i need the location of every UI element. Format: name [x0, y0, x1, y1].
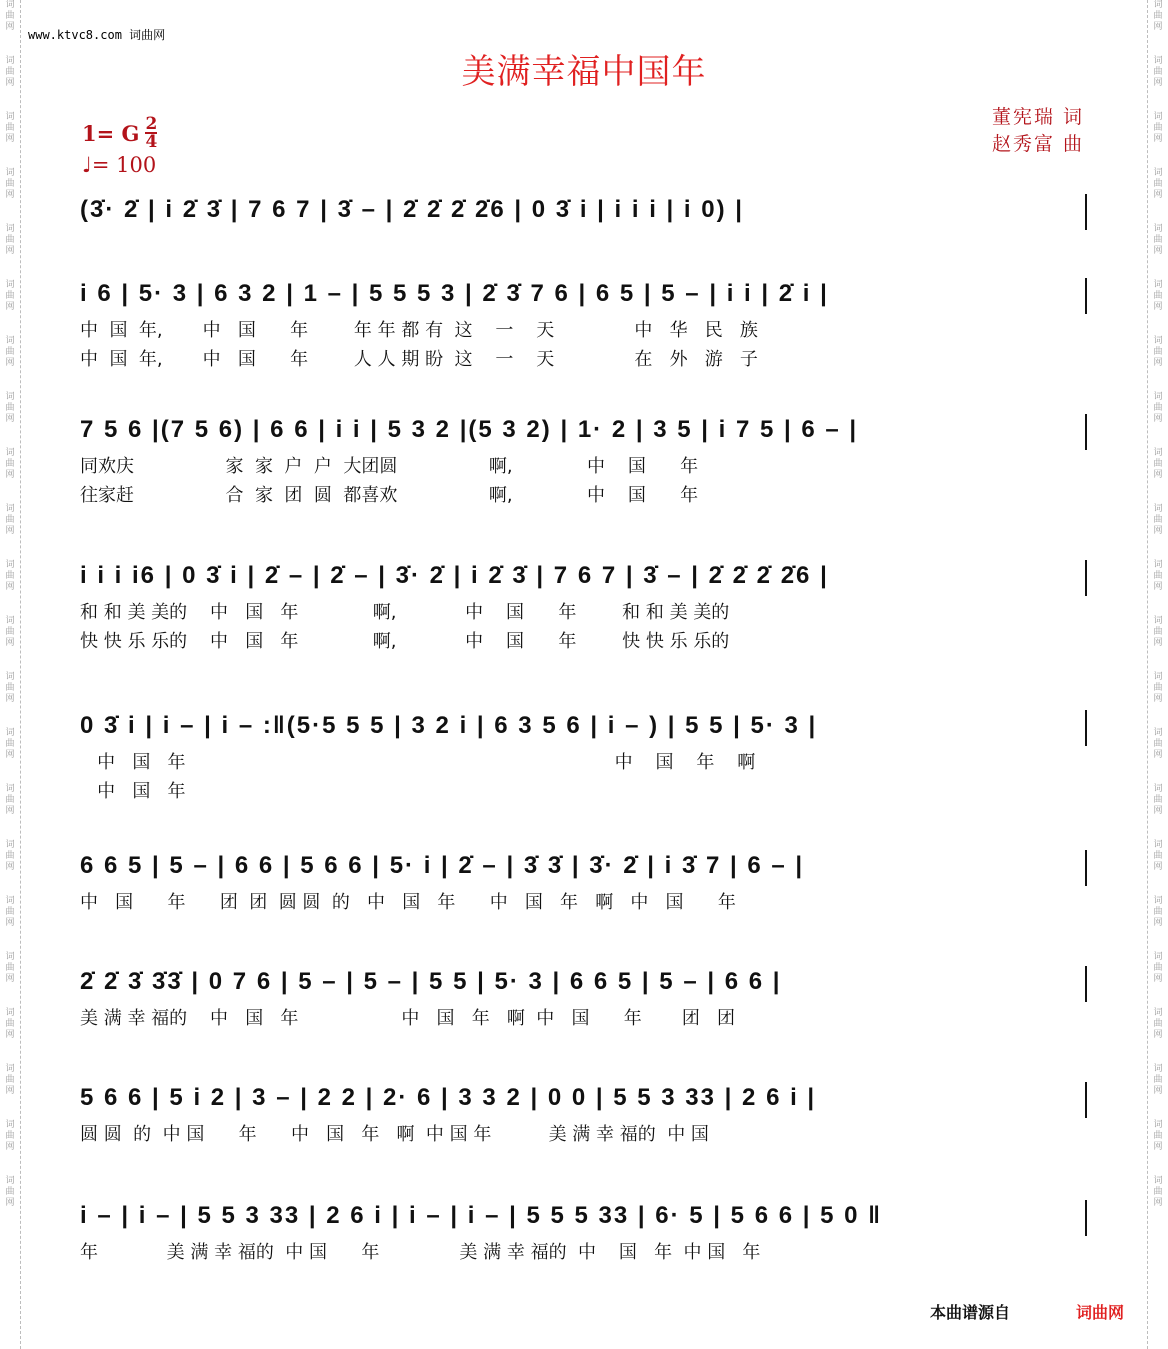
watermark-glyph: 词 曲 网 [5, 0, 15, 32]
watermark-glyph: 词 曲 网 [5, 280, 15, 312]
watermark-glyph: 词 曲 网 [5, 952, 15, 984]
footer-source-label: 本曲谱源自 [930, 1303, 1011, 1322]
time-signature-top: 2 [145, 114, 158, 134]
key-tempo-block [82, 116, 157, 177]
system-end-barline [1085, 850, 1087, 886]
notation-system [80, 968, 1090, 1008]
notation-line: 2̇ 2̇ 3̇ 3̇3̇ | 0 7 6 | 5 – | 5 – | 5 5 | 5· 3 | 6 6 5 | 5 – | 6 6 | [80, 968, 782, 995]
lyric-line: 中 国 年 团 团 圆 圆 的 中 国 年 中 国 年 啊 中 国 年 [80, 892, 736, 913]
notation-system [80, 196, 1090, 236]
time-signature-bottom: 4 [145, 132, 158, 152]
notation-line: 0 3̇ i | i – | i – :‖(5·5 5 5 | 3 2 i | 6 3 5 6 | i – ) | 5 5 | 5· 3 | [80, 712, 818, 739]
lyric-line: 中 国 年 [80, 781, 186, 802]
watermark-glyph: 词 曲 网 [1153, 56, 1163, 88]
watermark-glyph: 词 曲 网 [5, 1064, 15, 1096]
notation-system [80, 416, 1090, 456]
lyric-line: 中 国 年, 中 国 年 年 年 都 有 这 一 天 中 华 民 族 [80, 320, 758, 341]
footer-brand-link[interactable]: 词曲网 [1076, 1303, 1125, 1322]
watermark-glyph: 词 曲 网 [1153, 0, 1163, 32]
notation-line: 5 6 6 | 5 i 2 | 3 – | 2 2 | 2· 6 | 3 3 2 | 0 0 | 5 5 3 33 | 2 6 i | [80, 1084, 817, 1111]
notation-line: i 6 | 5· 3 | 6 3 2 | 1 – | 5 5 5 3 | 2̇ 3̇ 7 6 | 6 5 | 5 – | i i | 2̇ i | [80, 280, 829, 307]
lyric-line: 圆 圆 的 中 国 年 中 国 年 啊 中 国 年 美 满 幸 福的 中 国 [80, 1124, 709, 1145]
watermark-glyph: 词 曲 网 [1153, 336, 1163, 368]
notation-line: i – | i – | 5 5 3 33 | 2 6 i | i – | i – | 5 5 5 33 | 6· 5 | 5 6 6 | 5 0 ‖ [80, 1202, 883, 1229]
watermark-glyph: 词 曲 网 [5, 392, 15, 424]
lyric-line: 中 国 年, 中 国 年 人 人 期 盼 这 一 天 在 外 游 子 [80, 349, 758, 370]
watermark-glyph: 词 曲 网 [1153, 1064, 1163, 1096]
time-signature [145, 116, 157, 151]
watermark-glyph: 词 曲 网 [1153, 392, 1163, 424]
notation-system [80, 562, 1090, 602]
watermark-glyph: 词 曲 网 [5, 168, 15, 200]
notation-line: (3̇· 2̇ | i 2̇ 3̇ | 7 6 7 | 3̇ – | 2̇ 2̇ 2̇ 2̇6 | 0 3̇ i | i i i | i 0) | [80, 196, 744, 223]
watermark-glyph: 词 曲 网 [5, 896, 15, 928]
watermark-glyph: 词 曲 网 [5, 336, 15, 368]
watermark-glyph: 词 曲 网 [5, 616, 15, 648]
watermark-glyph: 词 曲 网 [1153, 896, 1163, 928]
watermark-glyph: 词 曲 网 [1153, 1120, 1163, 1152]
tempo-marking: ♩= 100 [82, 153, 157, 177]
lyric-line: 年 美 满 幸 福的 中 国 年 美 满 幸 福的 中 国 年 中 国 年 [80, 1242, 761, 1263]
lyric-line: 同欢庆 家 家 户 户 大团圆 啊, 中 国 年 [80, 456, 699, 477]
watermark-glyph: 词 曲 网 [5, 784, 15, 816]
credits [992, 104, 1084, 158]
left-watermark-strip [0, 0, 21, 1349]
notation-system [80, 1202, 1090, 1242]
watermark-glyph: 词 曲 网 [5, 112, 15, 144]
notation-line: i i i i6 | 0 3̇ i | 2̇ – | 2̇ – | 3̇· 2̇ | i 2̇ 3̇ | 7 6 7 | 3̇ – | 2̇ 2̇ 2̇ 2̇6 | [80, 562, 829, 589]
watermark-glyph: 词 曲 网 [1153, 784, 1163, 816]
watermark-glyph: 词 曲 网 [1153, 224, 1163, 256]
system-end-barline [1085, 1082, 1087, 1118]
watermark-glyph: 词 曲 网 [5, 840, 15, 872]
system-end-barline [1085, 278, 1087, 314]
system-end-barline [1085, 414, 1087, 450]
key-signature: 1= G [82, 121, 140, 146]
watermark-glyph: 词 曲 网 [5, 1176, 15, 1208]
lyric-line: 美 满 幸 福的 中 国 年 中 国 年 啊 中 国 年 团 团 [80, 1008, 736, 1029]
watermark-glyph: 词 曲 网 [1153, 672, 1163, 704]
watermark-glyph: 词 曲 网 [1153, 728, 1163, 760]
notation-system [80, 852, 1090, 892]
notation-system [80, 1084, 1090, 1124]
site-url[interactable]: www.ktvc8.com 词曲网 [28, 28, 166, 42]
lyric-line: 和 和 美 美的 中 国 年 啊, 中 国 年 和 和 美 美的 [80, 602, 730, 623]
watermark-text [1148, 0, 1168, 1209]
system-end-barline [1085, 560, 1087, 596]
watermark-glyph: 词 曲 网 [5, 672, 15, 704]
watermark-glyph: 词 曲 网 [5, 560, 15, 592]
watermark-glyph: 词 曲 网 [5, 1120, 15, 1152]
watermark-glyph: 词 曲 网 [1153, 616, 1163, 648]
watermark-glyph: 词 曲 网 [1153, 1176, 1163, 1208]
notation-line: 6 6 5 | 5 – | 6 6 | 5 6 6 | 5· i | 2̇ – | 3̇ 3̇ | 3̇· 2̇ | i 3̇ 7 | 6 – | [80, 852, 805, 879]
watermark-text [0, 0, 20, 1209]
lyricist-credit: 董宪瑞 词 [991, 106, 1084, 128]
system-end-barline [1085, 1200, 1087, 1236]
lyric-line: 中 国 年 中 国 年 啊 [80, 752, 756, 773]
watermark-glyph: 词 曲 网 [1153, 504, 1163, 536]
watermark-glyph: 词 曲 网 [1153, 840, 1163, 872]
notation-line: 7 5 6 |(7 5 6) | 6 6 | i i | 5 3 2 |(5 3 2) | 1· 2 | 3 5 | i 7 5 | 6 – | [80, 416, 859, 443]
watermark-glyph: 词 曲 网 [5, 1008, 15, 1040]
watermark-glyph: 词 曲 网 [5, 504, 15, 536]
lyric-line: 快 快 乐 乐的 中 国 年 啊, 中 国 年 快 快 乐 乐的 [80, 631, 730, 652]
song-title: 美满幸福中国年 [461, 52, 707, 92]
lyric-line: 往家赶 合 家 团 圆 都喜欢 啊, 中 国 年 [80, 485, 699, 506]
watermark-glyph: 词 曲 网 [5, 224, 15, 256]
right-watermark-strip [1147, 0, 1168, 1349]
system-end-barline [1085, 194, 1087, 230]
watermark-glyph: 词 曲 网 [5, 728, 15, 760]
watermark-glyph: 词 曲 网 [1153, 952, 1163, 984]
watermark-glyph: 词 曲 网 [5, 56, 15, 88]
composer-credit: 赵秀富 曲 [991, 133, 1084, 155]
notation-system [80, 280, 1090, 320]
notation-system [80, 712, 1090, 752]
watermark-glyph: 词 曲 网 [1153, 168, 1163, 200]
watermark-glyph: 词 曲 网 [1153, 280, 1163, 312]
watermark-glyph: 词 曲 网 [1153, 560, 1163, 592]
system-end-barline [1085, 966, 1087, 1002]
watermark-glyph: 词 曲 网 [1153, 1008, 1163, 1040]
watermark-glyph: 词 曲 网 [1153, 448, 1163, 480]
watermark-glyph: 词 曲 网 [1153, 112, 1163, 144]
system-end-barline [1085, 710, 1087, 746]
watermark-glyph: 词 曲 网 [5, 448, 15, 480]
